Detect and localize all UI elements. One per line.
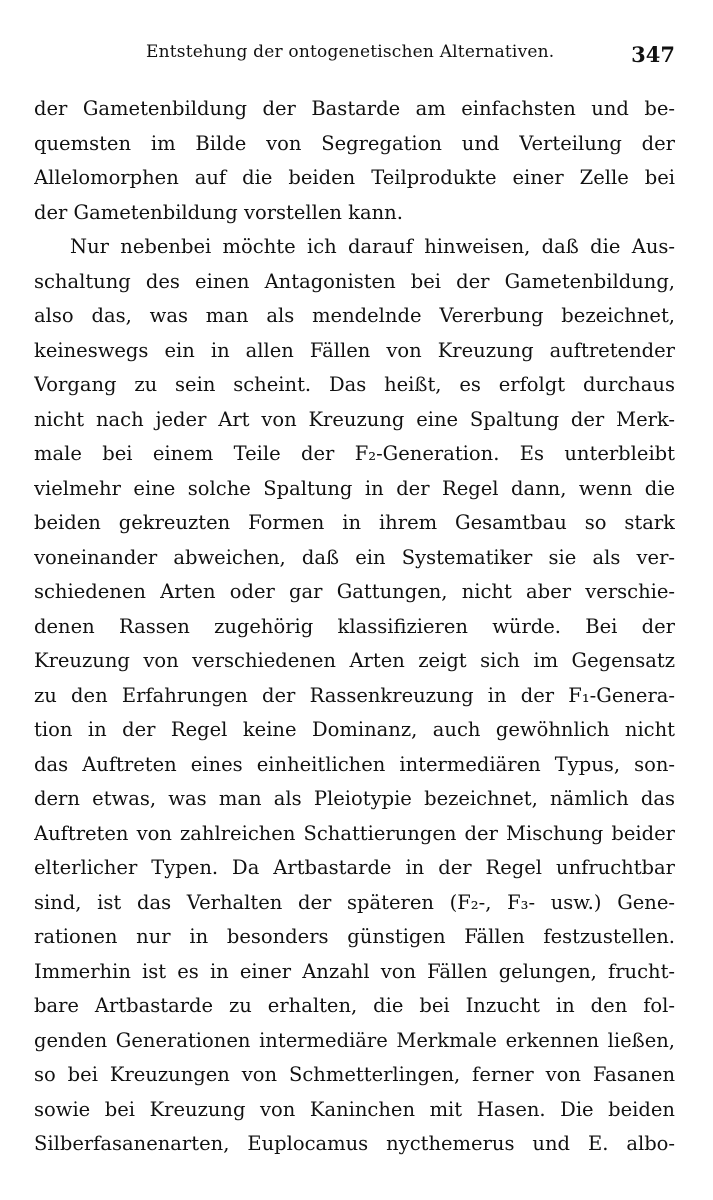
- text-line: quemsten im Bilde von Segregation und Verteilung der: [34, 131, 675, 155]
- text-line: nicht nach jeder Art von Kreuzung eine Spaltung der Merk-: [34, 407, 675, 431]
- paragraph: [34, 230, 675, 1162]
- text-line: Immerhin ist es in einer Anzahl von Fällen gelungen, frucht-: [34, 959, 675, 983]
- text-line: genden Generationen intermediäre Merkmale erkennen ließen,: [34, 1028, 675, 1052]
- text-line: schaltung des einen Antagonisten bei der Gametenbildung,: [34, 269, 675, 293]
- text-line: voneinander abweichen, daß ein Systematiker sie als ver-: [34, 545, 675, 569]
- page-header: [34, 38, 675, 74]
- text-line: Nur nebenbei möchte ich darauf hinweisen, daß die Aus-: [70, 235, 675, 258]
- text-line: male bei einem Teile der F₂-Generation. Es unterbleibt: [34, 442, 675, 465]
- text-line: keineswegs ein in allen Fällen von Kreuzung auftretender: [34, 338, 675, 362]
- text-line: Kreuzung von verschiedenen Arten zeigt sich im Gegensatz: [34, 649, 675, 672]
- paragraph: [34, 92, 675, 230]
- text-line: Auftreten von zahlreichen Schattierungen der Mischung beider: [34, 821, 675, 845]
- text-line: denen Rassen zugehörig klassifizieren würde. Bei der: [34, 614, 675, 638]
- text-line: schiedenen Arten oder gar Gattungen, nicht aber verschie-: [34, 580, 675, 603]
- text-line: das Auftreten eines einheitlichen intermediären Typus, son-: [34, 752, 675, 776]
- text-line: sind, ist das Verhalten der späteren (F₂-, F₃- usw.) Gene-: [34, 890, 675, 914]
- text-line: bare Artbastarde zu erhalten, die bei Inzucht in den fol-: [34, 994, 675, 1017]
- text-line: dern etwas, was man als Pleiotypie bezeichnet, nämlich das: [34, 787, 675, 810]
- text-line: rationen nur in besonders günstigen Fällen festzustellen.: [34, 925, 675, 948]
- text-line: tion in der Regel keine Dominanz, auch gewöhnlich nicht: [34, 718, 675, 741]
- running-head: Entstehung der ontogenetischen Alternativen.: [146, 42, 555, 62]
- text-line: so bei Kreuzungen von Schmetterlingen, ferner von Fasanen: [34, 1063, 675, 1086]
- text-line: Allelomorphen auf die beiden Teilprodukte einer Zelle bei: [34, 166, 675, 189]
- page-number: 347: [631, 42, 675, 67]
- text-line: also das, was man als mendelnde Vererbung bezeichnet,: [34, 304, 675, 327]
- text-line: Silberfasanenarten, Euplocamus nycthemerus und E. albo-: [34, 1132, 675, 1155]
- text-line: Vorgang zu sein scheint. Das heißt, es erfolgt durchaus: [34, 373, 675, 396]
- page-body: [34, 92, 675, 1162]
- text-line: elterlicher Typen. Da Artbastarde in der Regel unfruchtbar: [34, 856, 675, 879]
- text-line: der Gametenbildung vorstellen kann.: [34, 200, 403, 224]
- text-line: der Gametenbildung der Bastarde am einfachsten und be-: [34, 97, 675, 120]
- text-line: zu den Erfahrungen der Rassenkreuzung in der F₁-Genera-: [34, 683, 675, 707]
- text-line: vielmehr eine solche Spaltung in der Regel dann, wenn die: [34, 476, 675, 500]
- text-line: sowie bei Kreuzung von Kaninchen mit Hasen. Die beiden: [34, 1097, 675, 1121]
- text-line: beiden gekreuzten Formen in ihrem Gesamtbau so stark: [34, 511, 675, 534]
